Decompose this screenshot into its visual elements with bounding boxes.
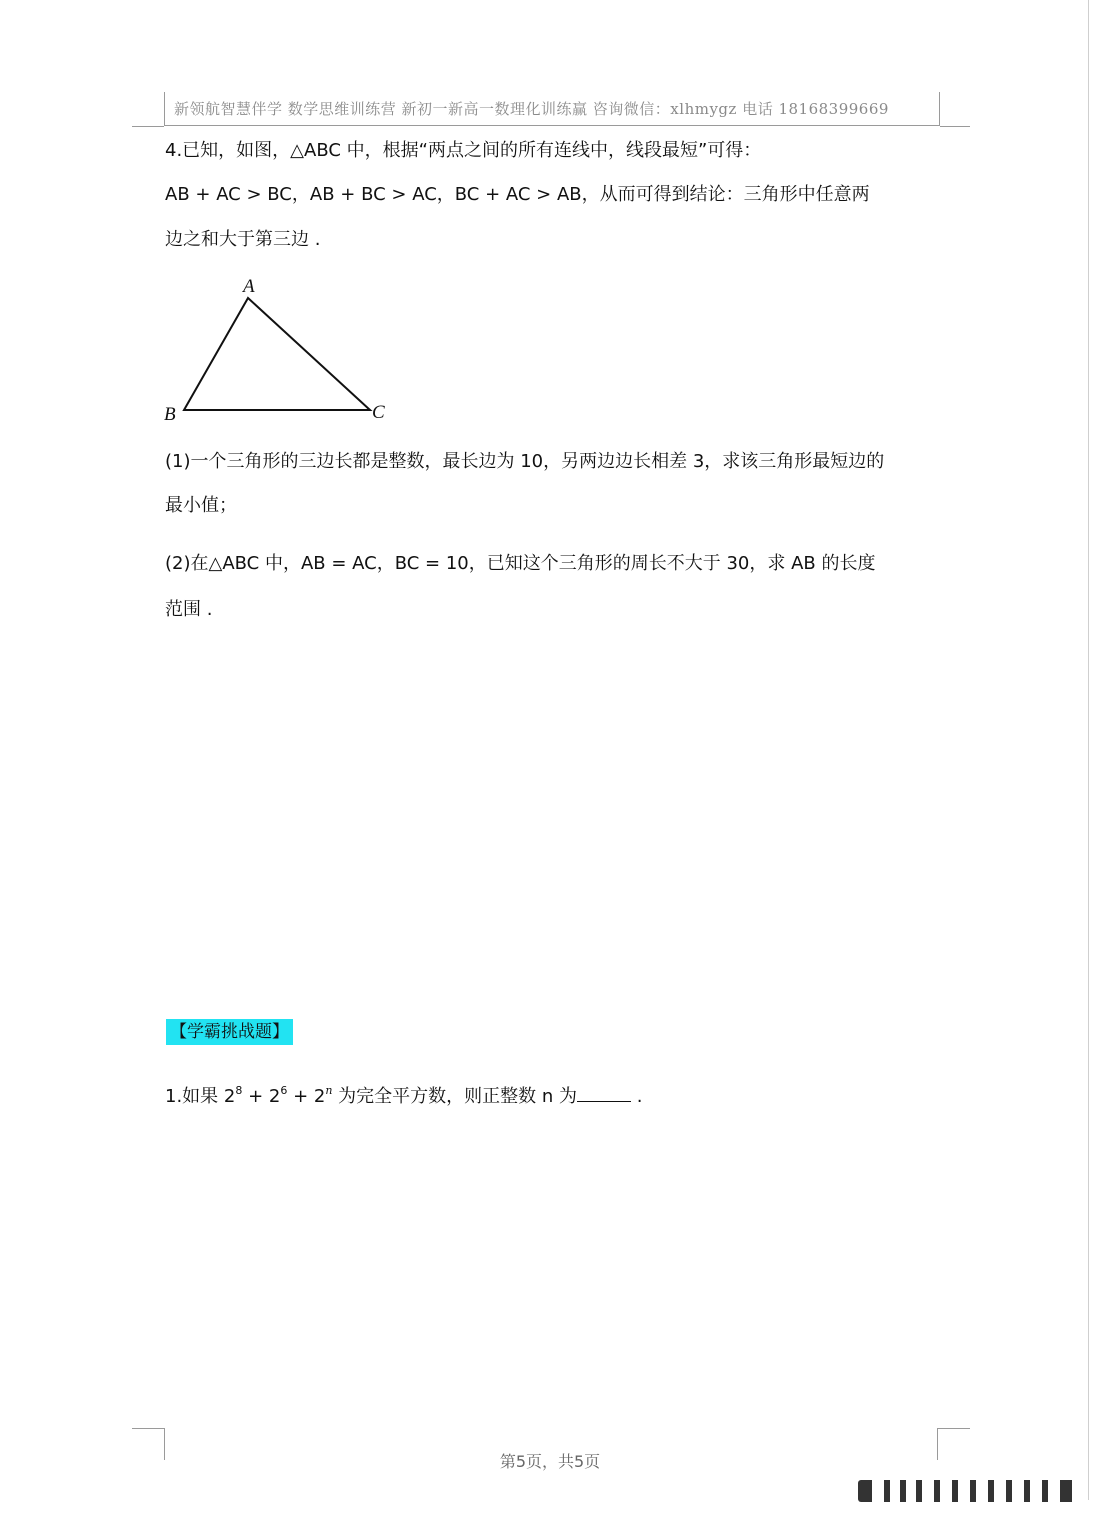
q4-line-3: 边之和大于第三边 . [165,229,321,250]
exponent-1: 8 [235,1084,243,1097]
sub2-line-2: 范围 . [165,599,213,620]
vertex-label-c: C [372,402,385,423]
challenge-q1-suffix: 为完全平方数，则正整数 n 为 [332,1086,577,1107]
corner-mark-bottom-left-v [164,1428,165,1460]
answer-blank[interactable] [577,1083,631,1102]
exponent-2: 6 [280,1084,288,1097]
header-rule [164,125,940,126]
exponent-3: n [325,1084,333,1097]
q4-line-2: AB + AC > BC，AB + BC > AC，BC + AC > AB，从而可得到结论：三角形中任意两 [165,184,870,205]
vertex-label-b: B [164,404,176,425]
triangle-abc [184,298,370,410]
challenge-q1-mid2: + 2 [287,1086,326,1107]
sub1-line-1: (1)一个三角形的三边长都是整数，最长边为 10，另两边边长相差 3，求该三角形最短边的 [165,451,885,472]
challenge-q1-prefix: 1.如果 2 [165,1086,236,1107]
sub2-line-1: (2)在△ABC 中，AB = AC，BC = 10，已知这个三角形的周长不大于 30，求 AB 的长度 [165,553,876,574]
corner-mark-top-left [132,126,164,127]
corner-mark-bottom-left-h [132,1428,164,1429]
challenge-q1-end: . [631,1086,643,1107]
triangle-figure [160,270,400,430]
sub1-line-2: 最小值； [165,495,237,516]
challenge-q1-mid1: + 2 [242,1086,281,1107]
corner-mark-bottom-right-v [937,1428,938,1460]
corner-mark-top-right [940,126,970,127]
q4-line-1: 4.已知，如图，△ABC 中，根据“两点之间的所有连线中，线段最短”可得： [165,140,762,161]
corner-mark-bottom-right-h [938,1428,970,1429]
vertex-label-a: A [243,276,255,297]
page-number: 第5页，共5页 [499,1452,601,1471]
page-scroll-indicator [858,1478,1088,1504]
header-left-border [164,92,165,126]
challenge-tag: 【学霸挑战题】 [166,1019,293,1045]
challenge-q1 [165,1079,642,1109]
page-header [164,92,940,126]
page-edge [1088,0,1089,1500]
header-text: 新领航智慧伴学 数学思维训练营 新初一新高一数理化训练赢 咨询微信：xlhmygz 电话 18168399669 [174,100,889,118]
